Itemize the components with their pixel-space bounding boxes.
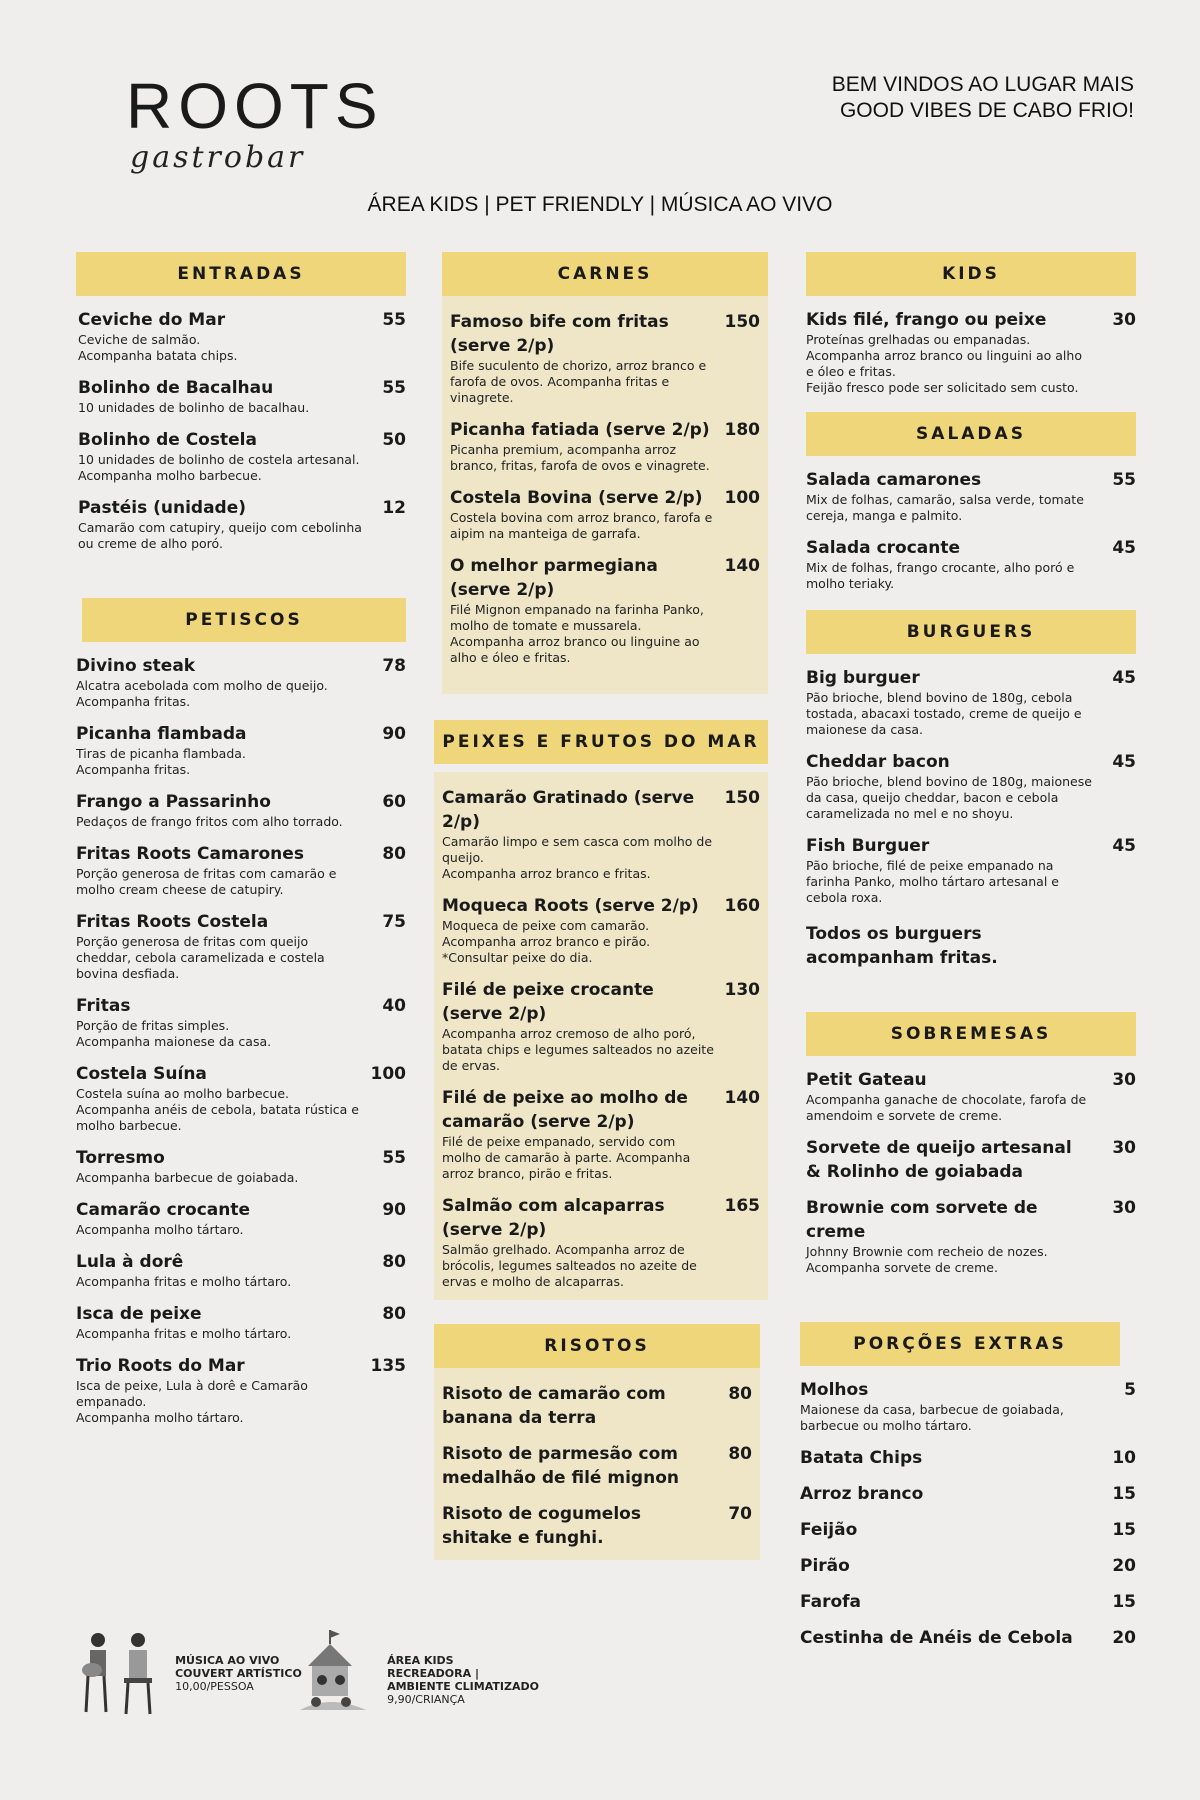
menu-item-price: 80 <box>382 1304 406 1324</box>
footer-kids-area <box>294 1626 539 1720</box>
menu-item-name: Costela Bovina (serve 2/p) <box>450 488 703 508</box>
menu-item <box>76 1146 406 1186</box>
menu-item <box>800 1518 1136 1542</box>
menu-item <box>800 1446 1136 1470</box>
menu-item-price: 165 <box>724 1196 760 1216</box>
menu-item-name: Famoso bife com fritas (serve 2/p) <box>450 312 669 356</box>
kids-area-line-3: AMBIENTE CLIMATIZADO <box>387 1680 539 1693</box>
menu-item-price: 75 <box>382 912 406 932</box>
menu-item-price: 5 <box>1124 1380 1136 1400</box>
menu-item-price: 45 <box>1112 752 1136 772</box>
section-title: PORÇÕES EXTRAS <box>800 1322 1120 1366</box>
menu-item <box>76 654 406 710</box>
section-petiscos <box>76 598 406 1426</box>
menu-item-name: Picanha fatiada (serve 2/p) <box>450 420 710 440</box>
menu-item-name: Sorvete de queijo artesanal & Rolinho de goiabada <box>806 1138 1072 1182</box>
tagline-line-1: BEM VINDOS AO LUGAR MAIS <box>831 73 1134 96</box>
features-banner: ÁREA KIDS | PET FRIENDLY | MÚSICA AO VIVO <box>367 193 833 216</box>
menu-item-description: Filé Mignon empanado na farinha Panko, molho de tomate e mussarela. Acompanha arroz branco ou linguine ao alho e óleo e fritas. <box>450 602 704 665</box>
menu-item-name: Divino steak <box>76 656 196 676</box>
middle-column <box>434 252 768 1560</box>
menu-item-name: Camarão crocante <box>76 1200 251 1220</box>
menu-item-price: 78 <box>382 656 406 676</box>
section-items <box>442 296 768 694</box>
kids-area-line-2: RECREADORA | <box>387 1667 479 1680</box>
menu-item-price: 140 <box>724 1088 760 1108</box>
menu-item-description: Maionese da casa, barbecue de goiabada, barbecue ou molho tártaro. <box>800 1402 1064 1433</box>
menu-item <box>806 468 1136 524</box>
menu-item <box>806 834 1136 906</box>
menu-item-name: Petit Gateau <box>806 1070 927 1090</box>
section-items <box>76 654 406 1426</box>
live-music-info <box>175 1654 302 1693</box>
menu-item-description: Pedaços de frango fritos com alho torrado. <box>76 814 343 829</box>
menu-item-price: 50 <box>382 430 406 450</box>
menu-item-name: Salmão com alcaparras (serve 2/p) <box>442 1196 665 1240</box>
section-entradas <box>76 252 406 552</box>
section-extras <box>800 1322 1136 1650</box>
menu-item-name: Isca de peixe <box>76 1304 202 1324</box>
menu-item-description: Moqueca de peixe com camarão. Acompanha arroz branco e pirão. *Consultar peixe do dia. <box>442 918 651 965</box>
menu-item <box>800 1378 1136 1434</box>
menu-item-price: 140 <box>724 556 760 576</box>
section-risotos <box>434 1324 760 1560</box>
section-burguers <box>806 610 1136 970</box>
menu-item-description: Isca de peixe, Lula à dorê e Camarão empanado. Acompanha molho tártaro. <box>76 1378 308 1425</box>
left-column <box>76 252 406 1426</box>
menu-item-description: Salmão grelhado. Acompanha arroz de brócolis, legumes salteados no azeite de ervas e molho de alcaparras. <box>442 1242 697 1289</box>
menu-item-name: Ceviche do Mar <box>78 310 226 330</box>
menu-item-price: 12 <box>382 498 406 518</box>
menu-item-description: Pão brioche, blend bovino de 180g, maionese da casa, queijo cheddar, bacon e cebola caramelizada no mel e no shoyu. <box>806 774 1092 821</box>
menu-item-price: 15 <box>1112 1520 1136 1540</box>
burguers-note: Todos os burguers acompanham fritas. <box>806 924 998 968</box>
menu-item <box>442 1442 752 1490</box>
menu-item-price: 55 <box>382 378 406 398</box>
menu-item-description: Tiras de picanha flambada. Acompanha fritas. <box>76 746 246 777</box>
menu-item-price: 55 <box>382 310 406 330</box>
menu-item-name: Fritas Roots Costela <box>76 912 269 932</box>
menu-item <box>76 790 406 830</box>
menu-item <box>76 1062 406 1134</box>
kids-area-price: 9,90/CRIANÇA <box>387 1693 465 1706</box>
couvert-price: 10,00/PESSOA <box>175 1680 254 1693</box>
menu-item-description: Alcatra acebolada com molho de queijo. Acompanha fritas. <box>76 678 328 709</box>
menu-item-name: Filé de peixe crocante (serve 2/p) <box>442 980 654 1024</box>
brand-name: ROOTS <box>126 70 384 142</box>
menu-item-price: 15 <box>1112 1484 1136 1504</box>
menu-item-price: 20 <box>1112 1556 1136 1576</box>
menu-item-description: Filé de peixe empanado, servido com molho de camarão à parte. Acompanha arroz branco, pirão e fritas. <box>442 1134 691 1181</box>
menu-item-description: Pão brioche, filé de peixe empanado na farinha Panko, molho tártaro artesanal e cebola roxa. <box>806 858 1059 905</box>
menu-item <box>78 428 406 484</box>
menu-item-name: Molhos <box>800 1380 869 1400</box>
menu-item-description: Pão brioche, blend bovino de 180g, cebola tostada, abacaxi tostado, creme de queijo e maionese da casa. <box>806 690 1082 737</box>
menu-item-price: 15 <box>1112 1592 1136 1612</box>
menu-item-name: Fish Burguer <box>806 836 930 856</box>
menu-item <box>78 376 406 416</box>
menu-item-description: Mix de folhas, camarão, salsa verde, tomate cereja, manga e palmito. <box>806 492 1084 523</box>
section-title: ENTRADAS <box>76 252 406 296</box>
section-items <box>806 666 1136 906</box>
menu-item-description: Ceviche de salmão. Acompanha batata chips. <box>78 332 238 363</box>
menu-item-name: Risoto de cogumelos shitake e funghi. <box>442 1504 641 1548</box>
menu-item-price: 60 <box>382 792 406 812</box>
section-saladas <box>806 412 1136 592</box>
section-title: PETISCOS <box>82 598 406 642</box>
menu-item-description: Costela suína ao molho barbecue. Acompanha anéis de cebola, batata rústica e molho barbecue. <box>76 1086 359 1133</box>
menu-item-name: Risoto de camarão com banana da terra <box>442 1384 666 1428</box>
menu-item-name: Farofa <box>800 1592 862 1612</box>
menu-item-price: 40 <box>382 996 406 1016</box>
menu-item-description: Acompanha fritas e molho tártaro. <box>76 1274 292 1289</box>
menu-item-name: Big burguer <box>806 668 920 688</box>
menu-item-description: Acompanha barbecue de goiabada. <box>76 1170 299 1185</box>
menu-item-name: Feijão <box>800 1520 858 1540</box>
menu-item-name: Batata Chips <box>800 1448 923 1468</box>
menu-item <box>78 496 406 552</box>
section-items <box>806 308 1136 396</box>
menu-item-description: Porção de fritas simples. Acompanha maionese da casa. <box>76 1018 272 1049</box>
menu-item-price: 160 <box>724 896 760 916</box>
menu-item-price: 45 <box>1112 836 1136 856</box>
menu-item-price: 130 <box>724 980 760 1000</box>
kids-area-info <box>387 1654 539 1706</box>
menu-item <box>76 1198 406 1238</box>
menu-item-name: Cheddar bacon <box>806 752 950 772</box>
section-items <box>800 1378 1136 1650</box>
menu-item <box>76 1354 406 1426</box>
menu-item <box>442 894 760 966</box>
menu-item-name: Costela Suína <box>76 1064 207 1084</box>
menu-item <box>806 1136 1136 1184</box>
menu-item-name: Camarão Gratinado (serve 2/p) <box>442 788 695 832</box>
section-title: KIDS <box>806 252 1136 296</box>
menu-item-price: 90 <box>382 1200 406 1220</box>
section-title: SOBREMESAS <box>806 1012 1136 1056</box>
footer-live-music <box>78 1626 302 1720</box>
section-items <box>806 1068 1136 1276</box>
menu-item <box>806 1196 1136 1276</box>
menu-item <box>76 1250 406 1290</box>
menu-item-price: 80 <box>382 1252 406 1272</box>
menu-item <box>800 1626 1136 1650</box>
section-carnes <box>442 252 768 694</box>
logo <box>126 70 384 175</box>
menu-item-price: 30 <box>1112 310 1136 330</box>
right-column <box>800 252 1136 1650</box>
section-title: CARNES <box>442 252 768 296</box>
menu-item <box>76 1302 406 1342</box>
menu-item-name: Bolinho de Bacalhau <box>78 378 274 398</box>
menu-item <box>806 1068 1136 1124</box>
menu-item-description: Camarão limpo e sem casca com molho de queijo. Acompanha arroz branco e fritas. <box>442 834 713 881</box>
menu-item <box>450 418 760 474</box>
menu-item-price: 80 <box>728 1444 752 1464</box>
menu-item-name: Filé de peixe ao molho de camarão (serve 2/p) <box>442 1088 688 1132</box>
menu-item <box>800 1590 1136 1614</box>
menu-item <box>450 486 760 542</box>
brand-subtitle: gastrobar <box>130 140 306 175</box>
menu-item-description: Porção generosa de fritas com camarão e molho cream cheese de catupiry. <box>76 866 337 897</box>
menu-item <box>806 750 1136 822</box>
menu-item <box>442 978 760 1074</box>
menu-item <box>76 910 406 982</box>
menu-item <box>806 308 1136 396</box>
section-sobremesas <box>806 1012 1136 1276</box>
menu-item-name: Trio Roots do Mar <box>76 1356 245 1376</box>
couvert-label: COUVERT ARTÍSTICO <box>175 1667 302 1680</box>
menu-item <box>806 536 1136 592</box>
menu-item <box>442 1086 760 1182</box>
menu-item-description: Acompanha arroz cremoso de alho poró, batata chips e legumes salteados no azeite de ervas. <box>442 1026 714 1073</box>
menu-item-price: 180 <box>724 420 760 440</box>
menu-item-price: 45 <box>1112 538 1136 558</box>
menu-item-description: Johnny Brownie com recheio de nozes. Acompanha sorvete de creme. <box>806 1244 1048 1275</box>
menu-item-name: Pastéis (unidade) <box>78 498 247 518</box>
menu-item-price: 100 <box>724 488 760 508</box>
menu-item-price: 150 <box>724 312 760 332</box>
menu-item-name: Kids filé, frango ou peixe <box>806 310 1047 330</box>
menu-item-name: Lula à dorê <box>76 1252 184 1272</box>
menu-item-description: Camarão com catupiry, queijo com cebolinha ou creme de alho poró. <box>78 520 362 551</box>
menu-item-price: 90 <box>382 724 406 744</box>
menu-item <box>442 1502 752 1550</box>
menu-item-price: 30 <box>1112 1198 1136 1218</box>
section-title: SALADAS <box>806 412 1136 456</box>
menu-item <box>450 310 760 406</box>
menu-item <box>806 666 1136 738</box>
menu-item <box>442 786 760 882</box>
menu-item-price: 70 <box>728 1504 752 1524</box>
menu-item-price: 135 <box>370 1356 406 1376</box>
section-title: PEIXES E FRUTOS DO MAR <box>434 720 768 764</box>
menu-item <box>76 994 406 1050</box>
menu-item-description: Porção generosa de fritas com queijo cheddar, cebola caramelizada e costela bovina desfiada. <box>76 934 325 981</box>
menu-item-name: O melhor parmegiana (serve 2/p) <box>450 556 658 600</box>
menu-item-name: Cestinha de Anéis de Cebola <box>800 1628 1073 1648</box>
section-items <box>434 1368 760 1560</box>
section-items <box>76 308 406 552</box>
section-kids <box>806 252 1136 396</box>
menu-item-description: Picanha premium, acompanha arroz branco, fritas, farofa de ovos e vinagrete. <box>450 442 710 473</box>
menu-item-price: 150 <box>724 788 760 808</box>
menu-item-name: Fritas <box>76 996 131 1016</box>
menu-item <box>76 722 406 778</box>
menu-item-description: Bife suculento de chorizo, arroz branco e farofa de ovos. Acompanha fritas e vinagrete. <box>450 358 707 405</box>
menu-item-name: Risoto de parmesão com medalhão de filé mignon <box>442 1444 679 1488</box>
menu-item-description: 10 unidades de bolinho de bacalhau. <box>78 400 310 415</box>
menu-item-price: 45 <box>1112 668 1136 688</box>
menu-item-price: 20 <box>1112 1628 1136 1648</box>
menu-item <box>442 1194 760 1290</box>
section-title: BURGUERS <box>806 610 1136 654</box>
menu-item-price: 30 <box>1112 1070 1136 1090</box>
menu-item-name: Pirão <box>800 1556 850 1576</box>
section-items <box>806 468 1136 592</box>
menu-item-name: Salada camarones <box>806 470 982 490</box>
menu-item <box>76 842 406 898</box>
menu-item <box>800 1482 1136 1506</box>
menu-item-description: Proteínas grelhadas ou empanadas. Acompanha arroz branco ou linguini ao alho e óleo e fritas. Feijão fresco pode ser solicitado sem custo. <box>806 332 1082 395</box>
menu-item-description: Acompanha ganache de chocolate, farofa de amendoim e sorvete de creme. <box>806 1092 1087 1123</box>
menu-item-price: 55 <box>382 1148 406 1168</box>
menu-item <box>442 1382 752 1430</box>
kids-play-icon <box>294 1626 372 1720</box>
section-peixes <box>434 720 768 1300</box>
menu-item-price: 100 <box>370 1064 406 1084</box>
section-title: RISOTOS <box>434 1324 760 1368</box>
live-music-title: MÚSICA AO VIVO <box>175 1654 280 1667</box>
menu-item-description: 10 unidades de bolinho de costela artesanal. Acompanha molho barbecue. <box>78 452 360 483</box>
menu-item-description: Costela bovina com arroz branco, farofa e aipim na manteiga de garrafa. <box>450 510 713 541</box>
menu-item-price: 55 <box>1112 470 1136 490</box>
musicians-icon <box>78 1626 160 1720</box>
menu-item <box>78 308 406 364</box>
menu-item-name: Salada crocante <box>806 538 961 558</box>
menu-item-description: Acompanha molho tártaro. <box>76 1222 244 1237</box>
menu-item-name: Brownie com sorvete de creme <box>806 1198 1038 1242</box>
menu-item-price: 10 <box>1112 1448 1136 1468</box>
menu-item-description: Acompanha fritas e molho tártaro. <box>76 1326 292 1341</box>
menu-item-name: Fritas Roots Camarones <box>76 844 304 864</box>
menu-item-price: 80 <box>728 1384 752 1404</box>
kids-area-title: ÁREA KIDS <box>387 1654 454 1667</box>
menu-item-name: Bolinho de Costela <box>78 430 257 450</box>
menu-item-description: Mix de folhas, frango crocante, alho poró e molho teriaky. <box>806 560 1075 591</box>
menu-item <box>800 1554 1136 1578</box>
section-items <box>434 772 768 1300</box>
welcome-tagline <box>774 72 1134 124</box>
menu-item-name: Arroz branco <box>800 1484 924 1504</box>
tagline-line-2: GOOD VIBES DE CABO FRIO! <box>839 99 1134 122</box>
menu-item-name: Frango a Passarinho <box>76 792 271 812</box>
menu-item-name: Moqueca Roots (serve 2/p) <box>442 896 699 916</box>
menu-item-name: Torresmo <box>76 1148 165 1168</box>
menu-item-price: 80 <box>382 844 406 864</box>
menu-item-price: 30 <box>1112 1138 1136 1158</box>
menu-item <box>450 554 760 666</box>
menu-item-name: Picanha flambada <box>76 724 247 744</box>
